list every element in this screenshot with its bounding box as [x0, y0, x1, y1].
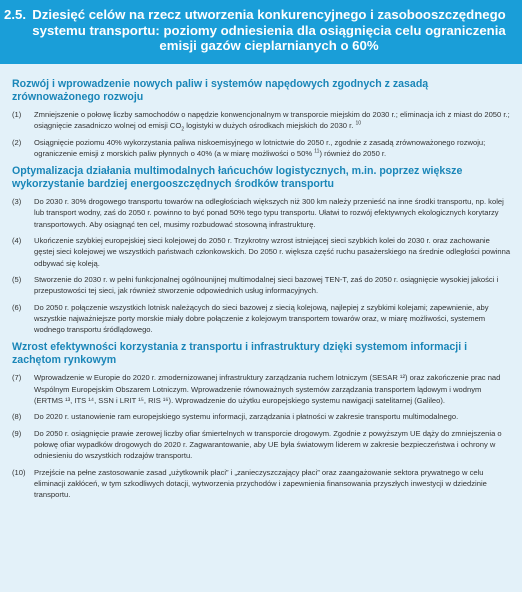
group-heading: Wzrost efektywności korzystania z transportu i infrastruktury dzięki systemom informacji i zachętom rynkowym [12, 341, 468, 367]
goal-item [12, 467, 512, 501]
footnote-ref: 11 [314, 148, 320, 155]
goal-number: (4) [12, 236, 22, 246]
section-header [0, 0, 522, 64]
goal-item [12, 302, 512, 336]
goal-group-fuels [12, 78, 512, 159]
goal-number: (7) [12, 373, 22, 383]
group-heading: Rozwój i wprowadzenie nowych paliw i systemów napędowych zgodnych z zasadą zrównoważonego rozwoju [12, 78, 429, 103]
goal-item [12, 428, 512, 462]
goal-text: Osiągnięcie poziomu 40% wykorzystania paliwa niskoemisyjnego w lotnictwie do 2050 r., zgodnie z zasadą zrównoważonego rozwoju; ograniczenie emisji z morskich paliw płynnych o 40% (a w miarę możliwości o 50% $^{11}$) również do 2050 r. [34, 137, 486, 158]
content-body [0, 64, 522, 500]
goal-text: Zmniejszenie o połowę liczby samochodów o napędzie konwencjonalnym w transporcie miejskim do 2030 r.; eliminacja ich z miast do 2050 r.; osiągnięcie zasadniczo wolnej od emisji $CO_2$ logistyki w dużych ośrodkach miejskich do 2030 r. $^{10}$ [34, 110, 510, 133]
goal-group-logistics [12, 165, 512, 335]
goal-text: Stworzenie do 2030 r. w pełni funkcjonalnej ogólnounijnej multimodalnej sieci bazowej TEN-T, zaś do 2050 r. osiągnięcie wysokiej jakości i przepustowości tej sieci, jak również stworzenie odpowiednich usług informacyjnych. [34, 274, 499, 296]
goal-item [12, 411, 512, 422]
goal-text: Do 2030 r. 30% drogowego transportu towarów na odległościach większych niż 300 km należy przenieść na inne środki transportu, np. kolej lub transport wodny, zaś do 2050 r. powinno to być ponad 50% tego typu transportu. Ułatwi to rozwój efektywnych ekologicznych korytarzy transportowych. Aby osiągnąć ten cel, musimy rozbudować stosowną infrastrukturę. [34, 197, 504, 229]
goal-number: (8) [12, 412, 22, 422]
goal-text: Do 2020 r. ustanowienie ram europejskiego systemu informacji, zarządzania i płatności w zakresie transportu multimodalnego. [34, 412, 459, 422]
goal-number: (3) [12, 197, 22, 207]
goal-number: (6) [12, 302, 22, 312]
goal-number: (9) [12, 428, 22, 438]
goal-text: Przejście na pełne zastosowanie zasad „użytkownik płaci” i „zanieczyszczający płaci” oraz zaangażowanie sektora prywatnego w celu eliminacji zakłóceń, w tym szkodliwych dotacji, wytworzenia przychodów i zapewnienia finansowania przyszłych inwestycji w dziedzinie transportu. [34, 467, 487, 500]
goal-item [12, 196, 512, 230]
section-number: 2.5. [4, 7, 26, 22]
goal-number: (1) [12, 110, 22, 119]
goal-number: (2) [12, 137, 22, 147]
goal-item [12, 137, 512, 160]
goal-group-efficiency [12, 341, 512, 500]
group-heading: Optymalizacja działania multimodalnych łańcuchów logistycznych, m.in. poprzez większe wykorzystanie bardziej energooszczędnych środków transportu [12, 165, 463, 191]
footnote-ref: 10 [355, 120, 362, 127]
goal-text: Wprowadzenie w Europie do 2020 r. zmodernizowanej infrastruktury zarządzania ruchem lotniczym (SESAR ¹²) oraz zakończenie prac nad Wspólnym Europejskim Obszarem Lotniczym. Wprowadzenie równoważnych systemów zarządzania transportem lądowym i wodnym (ERTMS ¹³, ITS ¹⁴, SSN i LRIT ¹⁵, RIS ¹⁶). Wprowadzenie do użytku europejskiego systemu nawigacji satelitarnej (Galileo). [34, 373, 501, 406]
goal-number: (5) [12, 274, 22, 284]
goal-item [12, 372, 512, 406]
goal-item [12, 109, 512, 132]
section-title: Dziesięć celów na rzecz utworzenia konkurencyjnego i zasobooszczędnego systemu transportu: poziomy odniesienia dla osiągnięcia celu ograniczenia emisji gazów cieplarnianych o 60% [32, 7, 506, 53]
goal-text: Ukończenie szybkiej europejskiej sieci kolejowej do 2050 r. Trzykrotny wzrost istniejącej sieci szybkich kolei do 2030 r. oraz zachowanie gęstej sieci kolejowej we wszystkich państwach członkowskich. Do 2050 r. większa część ruchu pasażerskiego na średnie odległości powinna odbywać się koleją. [34, 236, 511, 268]
goal-item [12, 274, 512, 297]
goal-item [12, 235, 512, 269]
goal-text: Do 2050 r. połączenie wszystkich lotnisk należących do sieci bazowej z siecią kolejową, najlepiej z szybkimi kolejami; zapewnienie, aby wszystkie najważniejsze porty morskie miały dobre połączenie z kolejowym transportem towarów oraz, w miarę możliwości, systemem wodnego transportu śródlądowego. [34, 302, 489, 335]
goal-text: Do 2050 r. osiągnięcie prawie zerowej liczby ofiar śmiertelnych w transporcie drogowym. Zgodnie z powyższym UE dąży do zmniejszenia o połowę ofiar wypadków drogowych do 2020 r. Zagwarantowanie, aby UE była światowym liderem w zakresie bezpieczeństwa i ochrony w odniesieniu do wszystkich rodzajów transportu. [34, 428, 502, 461]
goal-number: (10) [12, 467, 26, 477]
